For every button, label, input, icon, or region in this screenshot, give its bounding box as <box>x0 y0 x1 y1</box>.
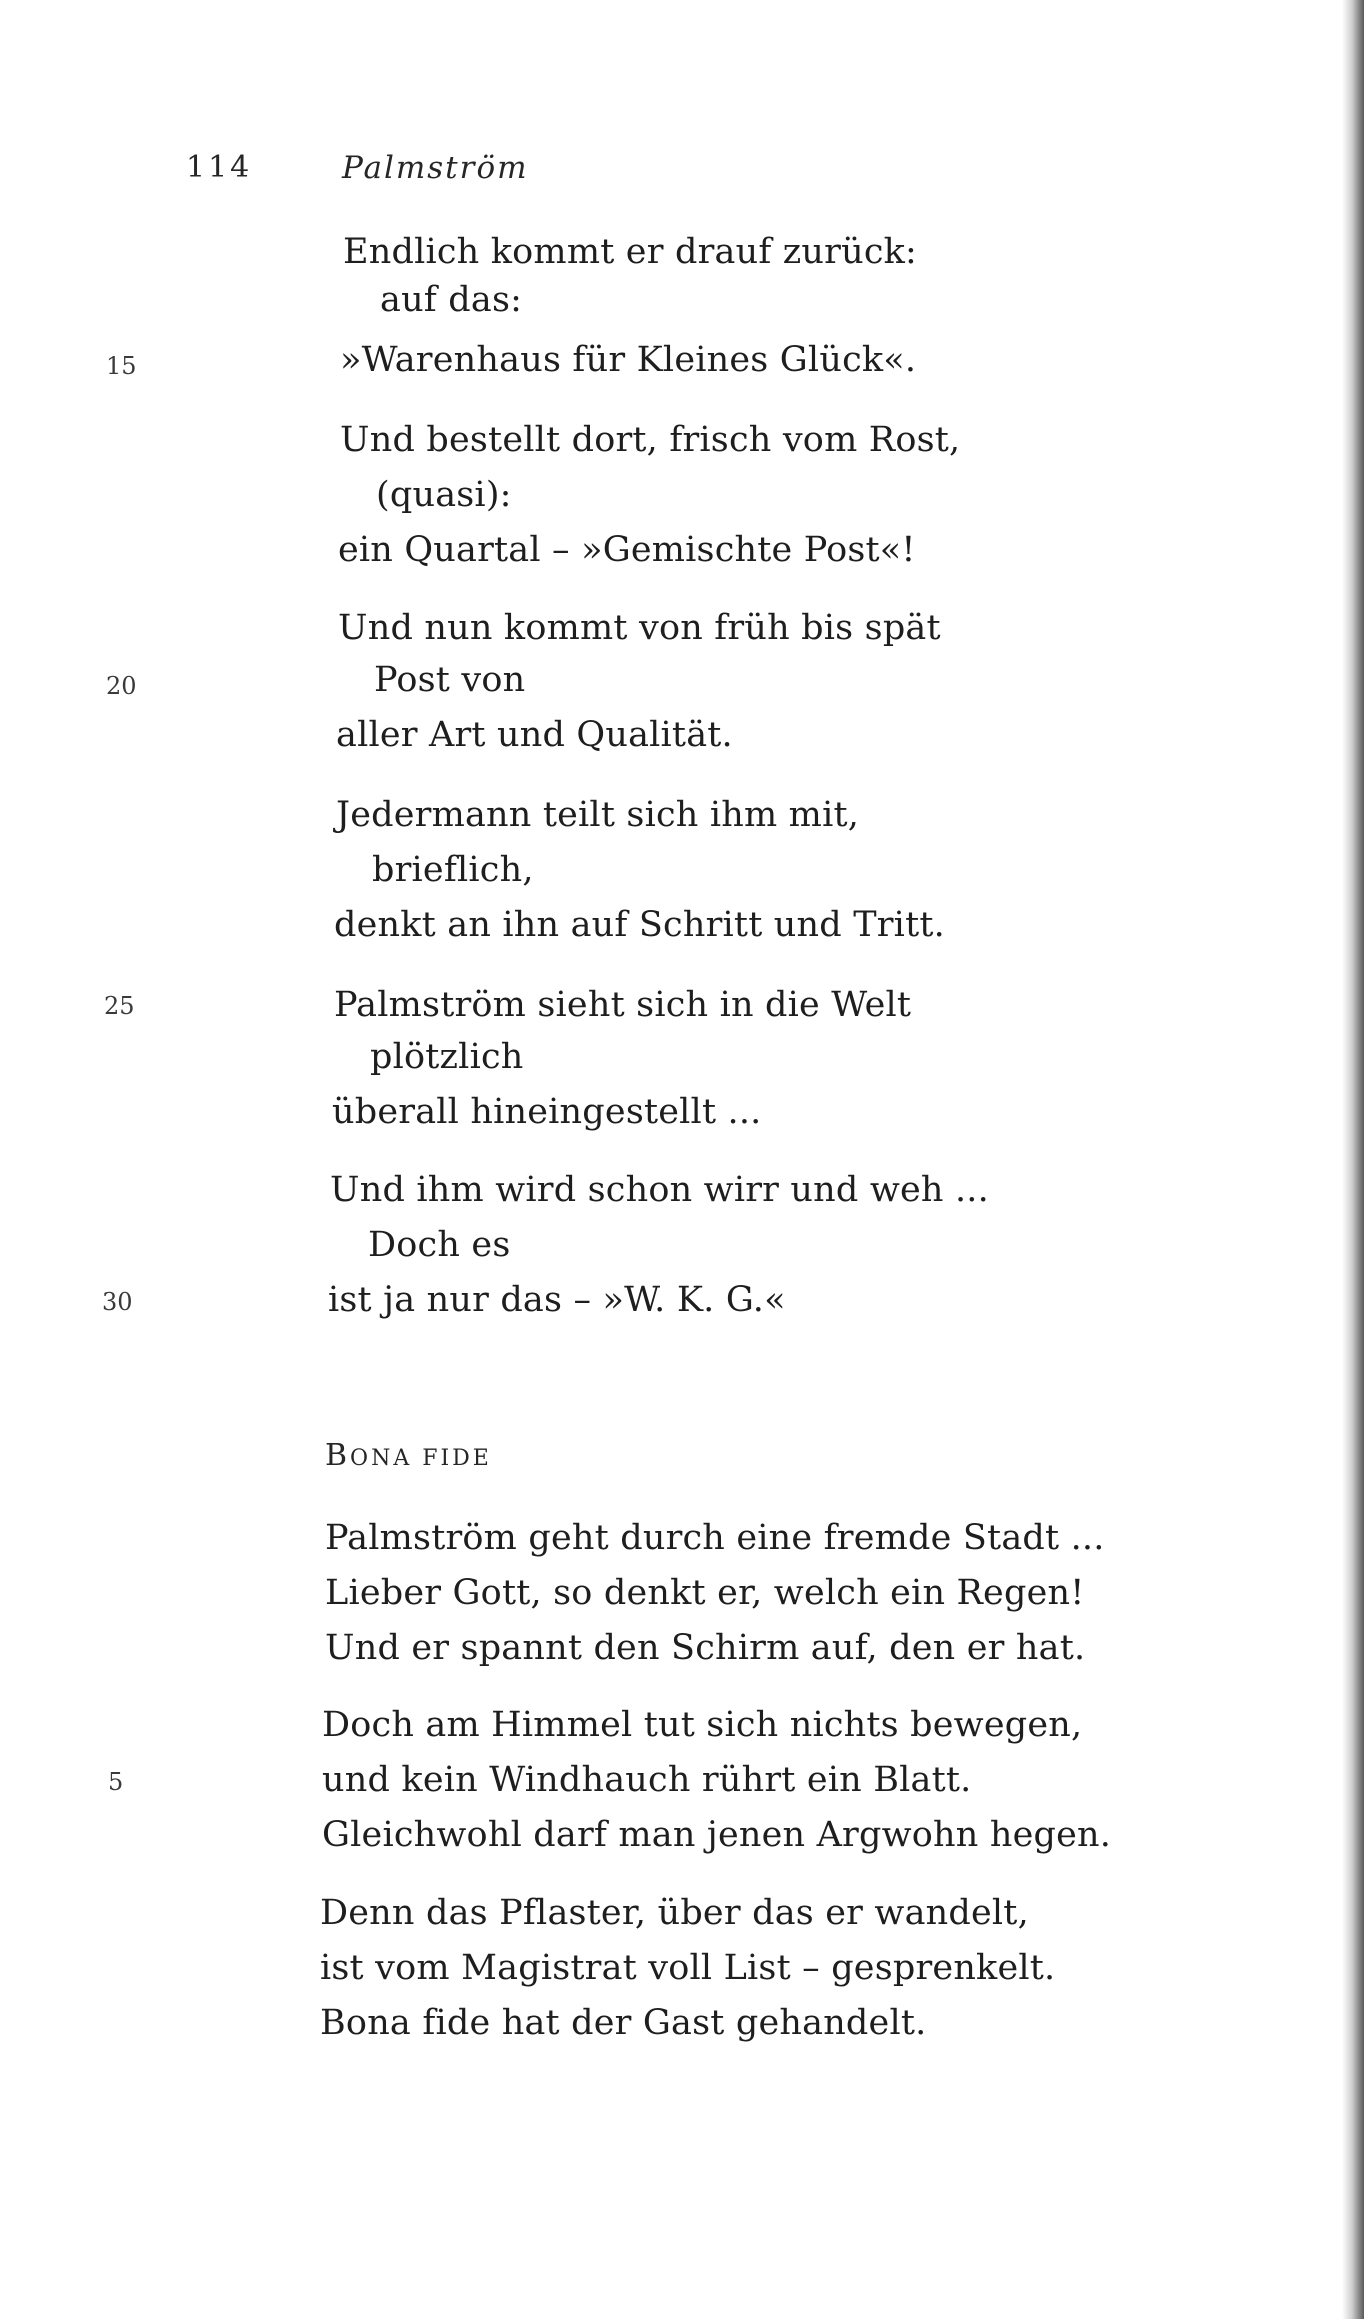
page-header <box>0 150 1364 190</box>
poem-line: plötzlich <box>370 1037 524 1077</box>
poem-line: Bona fide hat der Gast gehandelt. <box>320 2003 927 2043</box>
poem-line: (quasi): <box>376 475 512 515</box>
poem-line: Und ihm wird schon wirr und weh ... <box>330 1170 989 1210</box>
poem-line: Palmström geht durch eine fremde Stadt ... <box>325 1518 1105 1558</box>
poem-line: Doch es <box>368 1225 511 1265</box>
poem-line: Palmström sieht sich in die Welt <box>334 985 912 1025</box>
poem-line: und kein Windhauch rührt ein Blatt. <box>322 1760 972 1800</box>
book-binding-shadow <box>1342 0 1364 2319</box>
poem-line: Doch am Himmel tut sich nichts bewegen, <box>322 1705 1083 1745</box>
poem-line: ist ja nur das – »W. K. G.« <box>328 1280 786 1320</box>
poem-line: Gleichwohl darf man jenen Argwohn hegen. <box>322 1815 1112 1855</box>
poem-line: ein Quartal – »Gemischte Post«! <box>338 530 916 570</box>
poem-line: Denn das Pflaster, über das er wandelt, <box>320 1893 1029 1933</box>
poem-line: Und nun kommt von früh bis spät <box>338 608 941 648</box>
poem-line: ist vom Magistrat voll List – gesprenkelt. <box>320 1948 1056 1988</box>
poem-line: Lieber Gott, so denkt er, welch ein Regen! <box>325 1573 1085 1613</box>
page-number: 114 <box>186 150 253 185</box>
line-number: 5 <box>108 1768 124 1796</box>
poem-line: Endlich kommt er drauf zurück: <box>343 232 918 272</box>
running-title: Palmström <box>342 150 529 186</box>
poem-title-initial: B <box>325 1438 351 1473</box>
poem-line: auf das: <box>380 280 523 320</box>
poem-line: Und er spannt den Schirm auf, den er hat. <box>325 1628 1086 1668</box>
line-number: 25 <box>104 992 135 1020</box>
line-number: 15 <box>106 352 137 380</box>
line-number: 30 <box>102 1288 133 1316</box>
poem-line: Und bestellt dort, frisch vom Rost, <box>340 420 961 460</box>
poem-line: denkt an ihn auf Schritt und Tritt. <box>334 905 945 945</box>
line-number: 20 <box>106 672 137 700</box>
poem-line: »Warenhaus für Kleines Glück«. <box>340 340 917 380</box>
poem-line: aller Art und Qualität. <box>336 715 733 755</box>
poem-title-small-caps: ONA FIDE <box>350 1446 492 1471</box>
poem-line: brieflich, <box>372 850 534 890</box>
poem-line: Jedermann teilt sich ihm mit, <box>336 795 860 835</box>
poem-line: überall hineingestellt ... <box>332 1092 762 1132</box>
poem-title-bona-fide <box>325 1438 492 1473</box>
poem-line: Post von <box>374 660 526 700</box>
